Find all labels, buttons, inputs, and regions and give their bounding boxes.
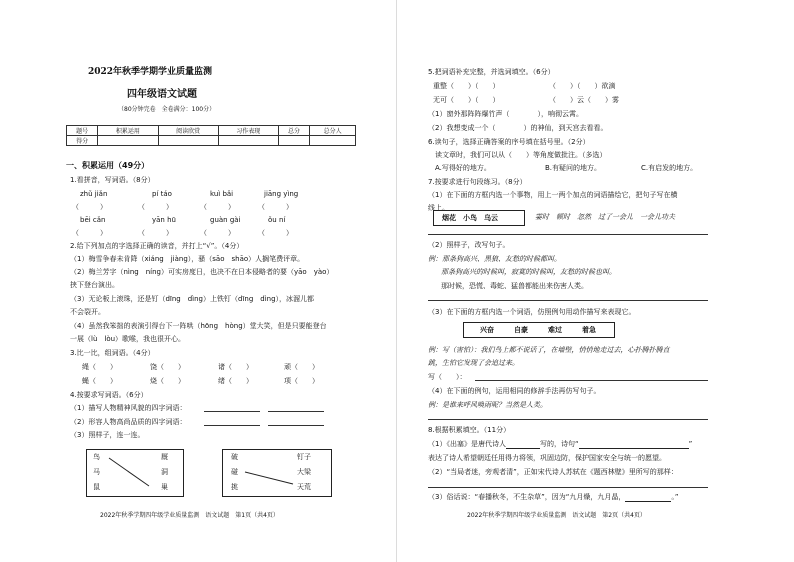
q8-line: （2）“当局者迷，旁观者清”，正如宋代诗人苏轼在《题西林壁》里所写的那样： xyxy=(428,468,678,476)
idiom-blank[interactable]: （ ）（ ）欲滴 xyxy=(549,82,616,90)
compare-item[interactable]: 诸（ ） xyxy=(218,363,253,371)
question-2-stem: 2.给下列加点的字选择正确的读音，并打上“√”。（4分） xyxy=(70,242,244,250)
q8-text: （1）《出塞》是唐代诗人 xyxy=(428,440,506,448)
match-right-word[interactable]: 大梁 xyxy=(297,468,311,476)
q2-line: （2）梅兰芳字（nìng níng）可实房度日，也决不在日本侵略者的要（yāo yào） xyxy=(70,268,334,276)
answer-line[interactable] xyxy=(475,380,708,381)
emotion-word: 着急 xyxy=(582,326,596,334)
match-left-word[interactable]: 碰 xyxy=(231,468,238,476)
q4-item: （3）照样子，连一连。 xyxy=(70,431,145,439)
match-right-word[interactable]: 钉子 xyxy=(297,453,311,461)
q6-line: 读文章时，我们可以从（ ）等角度做批注。（多选） xyxy=(435,151,607,159)
idiom-blank[interactable]: 无可（ ）（ ） xyxy=(433,96,500,104)
question-3-stem: 3.比一比，组词语。（4分） xyxy=(70,349,155,357)
q7-item: （3）在下面的方框内选一个词语，仿照例句用动作描写来表现它。 xyxy=(428,308,636,316)
idiom-blank[interactable]: （ ）云（ ）雾 xyxy=(549,96,619,104)
pinyin: zhǔ jiǎn xyxy=(80,190,108,198)
q7-item: （4）在下面的例句，运用相同的修辞手法再仿写句子。 xyxy=(428,387,601,395)
score-header: 总分人 xyxy=(310,126,356,136)
score-cell[interactable] xyxy=(98,136,158,146)
answer-line[interactable] xyxy=(428,487,708,488)
q8-line: 表达了诗人希望朝廷任用得力将领，巩固边防，保护国家安全与统一的愿望。 xyxy=(428,454,666,462)
example-answer: 那条狗高兴的时候叫，寂寞的时候叫，友愁的时候也叫。 xyxy=(441,268,616,276)
compare-item[interactable]: 烧（ ） xyxy=(150,377,185,385)
exam-subtitle: 四年级语文试题 xyxy=(127,89,197,100)
question-5-stem: 5.把词语补充完整，并选词填空。（6分） xyxy=(428,68,555,76)
answer-line[interactable] xyxy=(428,300,708,301)
q8-text: ” xyxy=(688,440,693,448)
page-footer: 2022年秋季学期四年级学业质量监测 语文试题 第2页（共4页） xyxy=(467,512,646,519)
example-sentence: 例：是谁来呼风唤雨呢？当然是人类。 xyxy=(428,401,547,409)
emotion-word: 兴奋 xyxy=(480,326,494,334)
match-right-word[interactable]: 洞 xyxy=(161,468,168,476)
match-right-word[interactable]: 厩 xyxy=(161,453,168,461)
option-c[interactable]: C.有启发的地方。 xyxy=(641,164,698,172)
score-header: 积累运用 xyxy=(98,126,158,136)
pinyin: kuì bǎi xyxy=(210,190,234,198)
time-info: （80分钟完卷 全卷满分：100分） xyxy=(118,106,216,113)
match-line-example xyxy=(87,450,183,496)
compare-item[interactable]: 绪（ ） xyxy=(218,377,253,385)
matching-box xyxy=(222,449,332,497)
matching-box xyxy=(86,449,184,497)
score-cell[interactable] xyxy=(310,136,356,146)
example-sentence: 例：写（害怕）：我们鸟上都不说话了，在墙壁，悄悄地走过去，心扑腾扑腾直 xyxy=(428,346,670,354)
q5-item: （1）窗外那阵阵爆竹声（ ），响彻云霄。 xyxy=(428,110,583,118)
fill-blank[interactable] xyxy=(625,494,671,502)
example-sentence: 例：那条狗高兴、黑狼、友愁的时候都叫。 xyxy=(428,255,561,263)
question-6-stem: 6.读句子，选择正确答案的序号填在括号里。（2分） xyxy=(428,138,590,146)
score-table xyxy=(66,125,356,146)
q4-item: （1）描写人物精神风貌的四字词语： xyxy=(70,404,187,412)
match-line-example xyxy=(223,450,331,496)
emotion-word: 难过 xyxy=(548,326,562,334)
score-header: 题号 xyxy=(67,126,98,136)
answer-paren[interactable]: （ ） xyxy=(72,229,107,237)
answer-paren[interactable]: （ ） xyxy=(200,203,235,211)
compare-item[interactable]: 顽（ ） xyxy=(284,363,319,371)
pinyin: pí táo xyxy=(152,190,172,198)
match-left-word[interactable]: 鸟 xyxy=(93,453,100,461)
q2-line: （4）虽然我笨拙的表演引得台下一阵哄（hōng hòng）堂大笑，但是只要能登台 xyxy=(70,322,327,330)
answer-line[interactable] xyxy=(428,419,708,420)
q8-text: 。” xyxy=(671,493,679,501)
score-cell[interactable] xyxy=(218,136,278,146)
q5-item: （2）我想变成一个（ ）的神仙，到天宫去看看。 xyxy=(428,124,608,132)
match-left-word[interactable]: 马 xyxy=(93,468,100,476)
compare-item[interactable]: 绳（ ） xyxy=(82,363,117,371)
answer-paren[interactable]: （ ） xyxy=(258,203,293,211)
match-right-word[interactable]: 巢 xyxy=(161,483,168,491)
handwritten-words: 霎时 顿时 忽然 过了一会儿 一会儿功夫 xyxy=(535,213,675,221)
idiom-blank[interactable]: 重整（ ）（ ） xyxy=(433,82,500,90)
example-sentence: 跳，生怕它发现了会追过来。 xyxy=(428,359,519,367)
score-row-label: 得分 xyxy=(67,136,98,146)
q7-item: （1）在下面的方框内选一个事物，用上一两个加点的词语描绘它，把句子写在横 xyxy=(428,191,678,199)
question-4-stem: 4.按要求写词语。（6分） xyxy=(70,391,148,399)
q2-line: 不会裂开。 xyxy=(70,308,105,316)
answer-paren[interactable]: （ ） xyxy=(138,229,173,237)
pinyin: jiāng yìng xyxy=(264,190,299,198)
compare-item[interactable]: 蝇（ ） xyxy=(82,377,117,385)
q4-item: （2）形容人物高尚品质的四字词语： xyxy=(70,418,187,426)
match-left-word[interactable]: 破 xyxy=(231,453,238,461)
word-box-text: 烟花 小鸟 乌云 xyxy=(442,214,498,222)
emotion-word: 自豪 xyxy=(514,326,528,334)
q8-line xyxy=(428,493,678,502)
emotion-word-box xyxy=(463,322,615,338)
word-box xyxy=(433,210,525,226)
answer-line[interactable] xyxy=(204,411,260,412)
option-a[interactable]: A.写得好的地方。 xyxy=(435,164,491,172)
compare-item[interactable]: 饶（ ） xyxy=(150,363,185,371)
pinyin: bēi cǎn xyxy=(80,216,106,224)
question-8-stem: 8.根据积累填空。（11分） xyxy=(428,426,511,434)
pinyin: guàn gài xyxy=(210,216,241,224)
score-header: 总分 xyxy=(278,126,309,136)
answer-paren[interactable]: （ ） xyxy=(138,203,173,211)
q8-text: （3）俗话说：“春播秋冬，不生杂草”，因为“九月燥，九月晶， xyxy=(428,493,626,501)
answer-line[interactable] xyxy=(428,234,708,235)
match-left-word[interactable]: 挑 xyxy=(231,483,238,491)
pinyin: ǒu ní xyxy=(268,216,286,224)
section-title: 一、积累运用（49分） xyxy=(66,161,150,170)
exam-title: 2022年秋季学期学业质量监测 xyxy=(88,67,213,77)
fill-blank[interactable] xyxy=(506,441,540,449)
answer-paren[interactable]: （ ） xyxy=(200,229,235,237)
answer-paren[interactable]: （ ） xyxy=(72,203,107,211)
page-footer: 2022年秋季学期四年级学业质量监测 语文试题 第1页（共4页） xyxy=(100,512,279,519)
score-header: 阅读欣赏 xyxy=(158,126,218,136)
q2-line: （1）梅雪争春未肯降（xiáng jiàng），骚（sāo shāo）人搁笔费评章。 xyxy=(70,255,305,263)
score-cell[interactable] xyxy=(278,136,309,146)
q2-line: 挟下登台演出。 xyxy=(70,281,119,289)
question-7-stem: 7.按要求进行句段练习。（8分） xyxy=(428,178,527,186)
q8-line xyxy=(428,440,692,449)
q2-line: （3）无论板上滚珠，还是钉（dīng dìng）上铁钉（dīng dìng），冰溜儿都 xyxy=(70,295,315,303)
score-cell[interactable] xyxy=(158,136,218,146)
pinyin: yān hū xyxy=(152,216,176,224)
answer-line[interactable] xyxy=(204,425,260,426)
answer-line[interactable] xyxy=(268,425,324,426)
write-label: 写（ ）： xyxy=(428,373,467,381)
q7-sentence: 那时候，恐慌、毒蛇、猛兽都能出来伤害人类。 xyxy=(441,282,588,290)
q7-item: （2）照样子，改写句子。 xyxy=(428,241,510,249)
compare-item[interactable]: 项（ ） xyxy=(284,377,319,385)
option-b[interactable]: B.有疑问的地方。 xyxy=(545,164,602,172)
match-left-word[interactable]: 鼠 xyxy=(93,483,100,491)
question-1-stem: 1.看拼音，写词语。（8分） xyxy=(70,176,155,184)
q8-text: 写的，诗句“ xyxy=(539,440,579,448)
fill-blank[interactable] xyxy=(579,441,689,449)
answer-line[interactable] xyxy=(268,411,324,412)
q7-item: 线上。 xyxy=(428,204,449,212)
exam-page-2 xyxy=(397,0,794,562)
q2-line: 一展（lù lòu）歌喉，我也很开心。 xyxy=(70,335,186,343)
match-right-word[interactable]: 天荒 xyxy=(297,483,311,491)
answer-paren[interactable]: （ ） xyxy=(258,229,293,237)
score-header: 习作表现 xyxy=(218,126,278,136)
